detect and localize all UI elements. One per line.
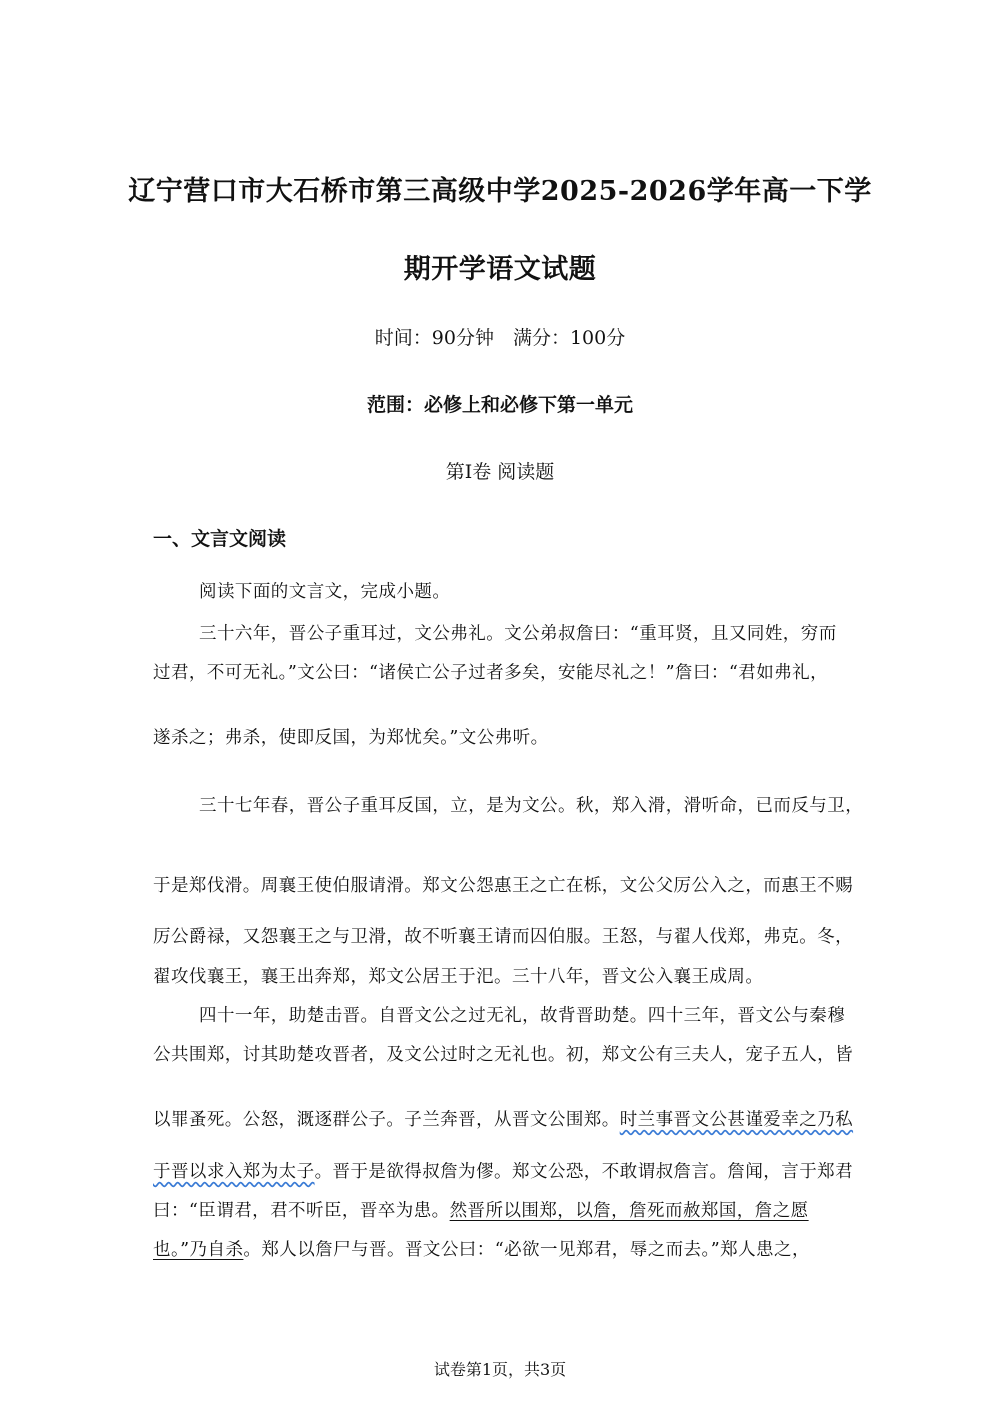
passage-line: 四十一年，助楚击晋。自晋文公之过无礼，故背晋助楚。四十三年，晋文公与秦穆: [199, 1006, 846, 1026]
passage-instruction: 阅读下面的文言文，完成小题。: [199, 582, 451, 602]
exam-title-line-1: 辽宁营口市大石桥市第三高级中学2025-2026学年高一下学: [128, 176, 872, 207]
passage-line: [153, 1158, 853, 1183]
passage-line: [153, 1197, 809, 1222]
passage-text: 曰：“臣谓君，君不听臣，晋卒为患。: [153, 1201, 450, 1221]
passage-line: 厉公爵禄，又怨襄王之与卫滑，故不听襄王请而囚伯服。王怒，与翟人伐郑，弗克。冬，: [153, 927, 854, 947]
underlined-sentence: 然晋所以围郑，以詹，詹死而赦郑国，詹之愿: [449, 1201, 809, 1221]
passage-line: 过君，不可无礼。”文公曰：“诸侯亡公子过者多矣，安能尽礼之！”詹曰：“君如弗礼，: [153, 663, 829, 683]
passage-line: 翟攻伐襄王，襄王出奔郑，郑文公居王于汜。三十八年，晋文公入襄王成周。: [153, 967, 764, 987]
passage-text: 。郑人以詹尸与晋。晋文公曰：“必欲一见郑君，辱之而去。”郑人患之，: [243, 1240, 810, 1260]
page-footer: 试卷第1页，共3页: [433, 1360, 567, 1379]
passage-line: 于是郑伐滑。周襄王使伯服请滑。郑文公怨惠王之亡在栎，文公父厉公入之，而惠王不赐: [153, 876, 854, 896]
passage-line: 三十七年春，晋公子重耳反国，立，是为文公。秋，郑入滑，滑听命，已而反与卫，: [199, 796, 864, 816]
section-heading: 一、文言文阅读: [153, 528, 287, 550]
wavy-underlined-sentence: 时兰事晋文公甚谨爱幸之乃私: [619, 1110, 854, 1130]
exam-title-line-2: 期开学语文试题: [403, 254, 597, 285]
volume-heading: 第I卷 阅读题: [445, 461, 555, 483]
exam-time-score: 时间：90分钟 满分：100分: [374, 327, 626, 349]
passage-text: 以罪蚤死。公怒，溉逐群公子。子兰奔晋，从晋文公围郑。: [153, 1110, 620, 1130]
passage-text: 。晋于是欲得叔詹为僇。郑文公恐，不敢谓叔詹言。詹闻，言于郑君: [314, 1162, 854, 1182]
passage-line: 三十六年，晋公子重耳过，文公弗礼。文公弟叔詹曰：“重耳贤，且又同姓，穷而: [199, 624, 837, 644]
underlined-sentence: 也。”乃自杀: [153, 1240, 244, 1260]
wavy-underlined-sentence: 于晋以求入郑为太子: [153, 1162, 315, 1182]
passage-line: 公共围郑，讨其助楚攻晋者，及文公过时之无礼也。初，郑文公有三夫人，宠子五人，皆: [153, 1045, 854, 1065]
passage-line: [153, 1236, 810, 1261]
passage-line: 遂杀之；弗杀，使即反国，为郑忧矣。”文公弗听。: [153, 728, 549, 748]
exam-scope: 范围：必修上和必修下第一单元: [366, 394, 633, 416]
passage-line: [153, 1106, 853, 1131]
